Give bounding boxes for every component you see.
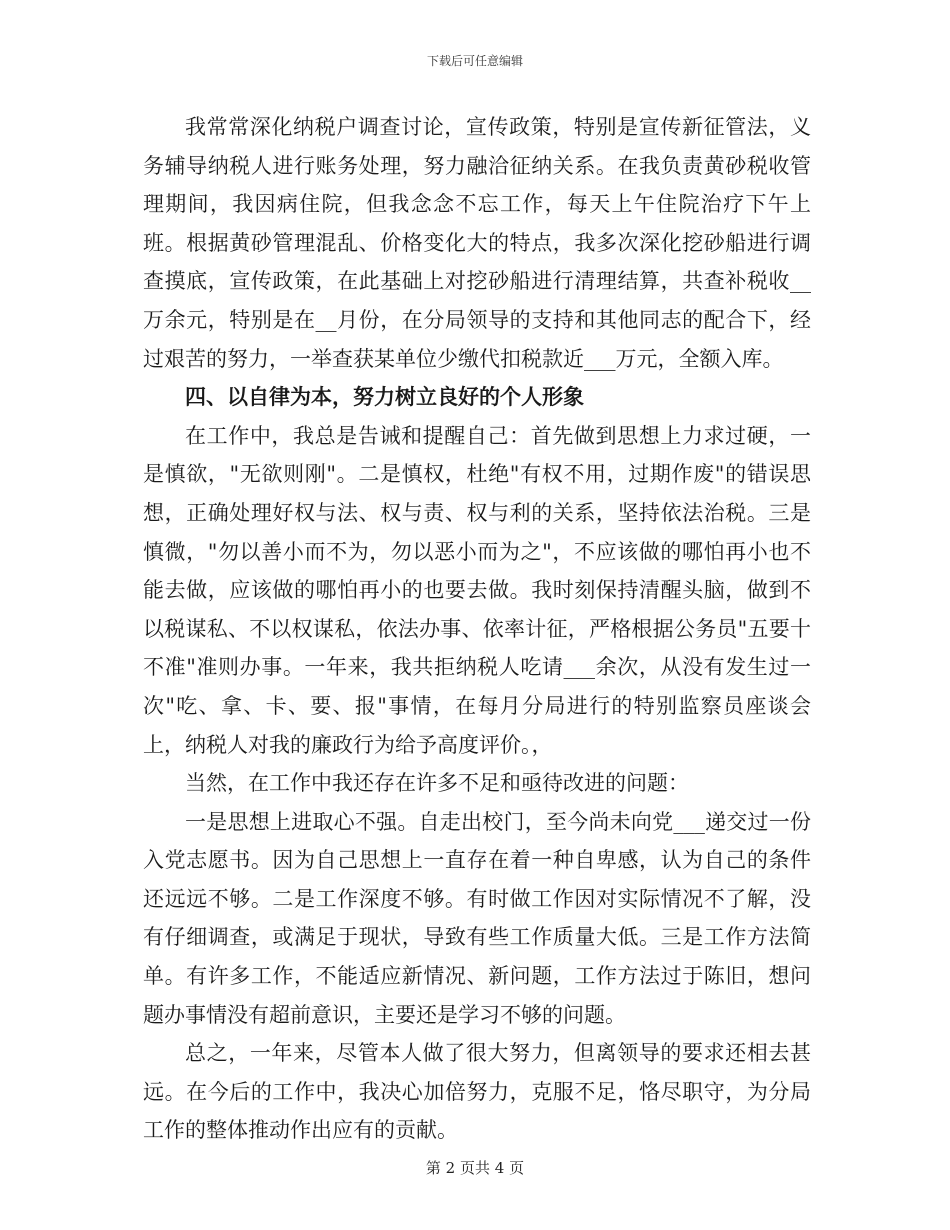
page-footer-page-number: 第 2 页共 4 页 xyxy=(425,1159,525,1177)
paragraph-shortcomings-list: 一是思想上进取心不强。自走出校门，至今尚未向党___递交过一份入党志愿书。因为自己思想上一直存在着一种自卑感，认为自己的条件还远远不够。二是工作深度不够。有时做工作因对实际情况不了解，没有仔细调查，或满足于现状，导致有些工作质量大低。三是工作方法简单。有许多工作，不能适应新情况、新问题，工作方法过于陈旧，想问题办事情没有超前意识，主要还是学习不够的问题。 xyxy=(143,809,811,1027)
document-body xyxy=(143,108,811,1150)
paragraph-work-tax-investigation: 我常常深化纳税户调查讨论，宣传政策，特别是宣传新征管法，义务辅导纳税人进行账务处理，努力融洽征纳关系。在我负责黄砂税收管理期间，我因病住院，但我念念不忘工作，每天上午住院治疗下午上班。根据黄砂管理混乱、价格变化大的特点，我多次深化挖砂船进行调查摸底，宣传政策，在此基础上对挖砂船进行清理结算，共查补税收__万余元，特别是在__月份，在分局领导的支持和其他同志的配合下，经过艰苦的努力，一举查获某单位少缴代扣税款近___万元，全额入库。 xyxy=(143,115,811,371)
section-heading-self-discipline: 四、以自律为本，努力树立良好的个人形象 xyxy=(185,384,584,410)
paragraph-self-discipline: 在工作中，我总是告诫和提醒自己：首先做到思想上力求过硬，一是慎欲，"无欲则刚"。二是慎权，杜绝"有权不用，过期作废"的错误思想，正确处理好权与法、权与责、权与利的关系，坚持依法治税。三是慎微，"勿以善小而不为，勿以恶小而为之"，不应该做的哪怕再小也不能去做，应该做的哪怕再小的也要去做。我时刻保持清醒头脑，做到不以税谋私、不以权谋私，依法办事、依率计征，严格根据公务员"五要十不准"准则办事。一年来，我共拒纳税人吃请___余次，从没有发生过一次"吃、拿、卡、要、报"事情，在每月分局进行的特别监察员座谈会上，纳税人对我的廉政行为给予高度评价。， xyxy=(143,423,811,757)
paragraph-shortcomings-intro: 当然，在工作中我还存在许多不足和亟待改进的问题： xyxy=(185,771,689,796)
paragraph-conclusion: 总之，一年来，尽管本人做了很大努力，但离领导的要求还相去甚远。在今后的工作中，我决心加倍努力，克服不足，恪尽职守，为分局工作的整体推动作出应有的贡献。 xyxy=(143,1041,811,1143)
page-header: 下载后可任意编辑 xyxy=(426,54,523,68)
